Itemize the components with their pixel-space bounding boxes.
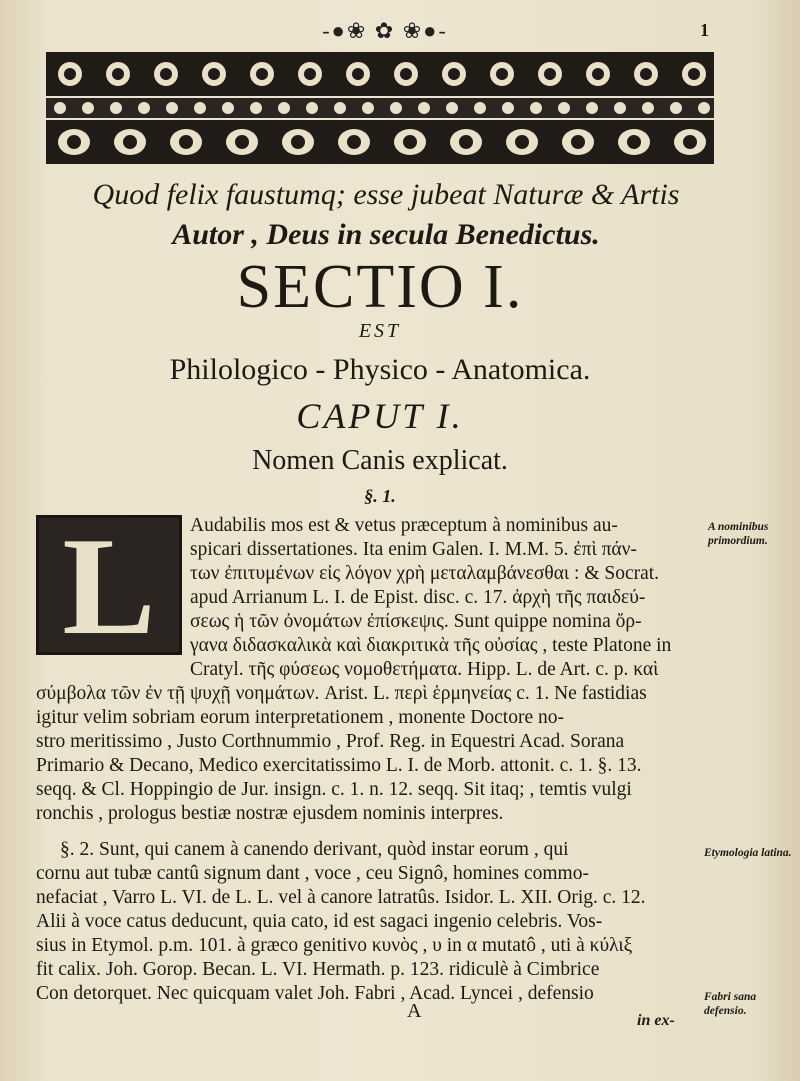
- ornamental-band-bottom: [46, 120, 714, 164]
- header-ornament: -●❀ ✿ ❀●-: [322, 18, 448, 43]
- text-line: apud Arrianum L. I. de Epist. disc. c. 17. ἀρχὴ τῆς παιδεύ-: [190, 587, 646, 608]
- invocation-line-1: Quod felix faustumq; esse jubeat Naturæ & Artis: [92, 178, 680, 211]
- decorated-initial: [36, 509, 182, 664]
- text-line: Con detorquet. Nec quicquam valet Joh. Fabri , Acad. Lyncei , defensio: [36, 983, 594, 1004]
- text-line: γανα διδασκαλικὰ καὶ διακριτικὰ τῆς οὐσίας , teste Platone in: [190, 635, 672, 656]
- text-line: sius in Etymol. p.m. 101. à græco genitivo κυνὸς , υ in α mutatô , uti à κύλιξ: [36, 935, 633, 956]
- signature-mark: A: [407, 1000, 422, 1022]
- text-line: σεως ἡ τῶν ὀνομάτων ἐπίσκεψις. Sunt quippe nomina ὄρ-: [190, 611, 642, 632]
- ornamental-band-middle: [46, 98, 714, 118]
- page-number: 1: [700, 20, 709, 40]
- section-subtitle: Philologico - Physico - Anatomica.: [169, 353, 591, 386]
- est-label: EST: [358, 320, 402, 342]
- text-line: ronchis , prologus bestiæ nostræ ejusdem nominis interpres.: [36, 803, 504, 824]
- text-line: Primario & Decano, Medico exercitatissimo L. I. de Morb. attonit. c. 1. §. 13.: [36, 755, 642, 776]
- text-line: fit calix. Joh. Gorop. Becan. L. VI. Hermath. p. 123. ridiculè à Cimbrice: [36, 959, 600, 980]
- section-title: SECTIO I.: [236, 253, 524, 321]
- text-line: seqq. & Cl. Hoppingio de Jur. insign. c. 1. n. 12. seqq. Sit itaq; , temtis vulgi: [36, 779, 632, 800]
- text-line: §. 2. Sunt, qui canem à canendo derivant, quòd instar eorum , qui: [60, 839, 569, 860]
- text-line: Audabilis mos est & vetus præceptum à nominibus au-: [190, 515, 618, 536]
- invocation-line-2: Autor , Deus in secula Benedictus.: [172, 218, 600, 251]
- ornamental-band-top: [46, 52, 714, 96]
- initial-letter: L: [62, 509, 156, 664]
- chapter-title: Nomen Canis explicat.: [252, 445, 508, 476]
- text-line: Alii à voce catus deducunt, quia cato, id est sagaci ingenio celebris. Vos-: [36, 911, 603, 932]
- chapter-heading: CAPUT I.: [296, 396, 464, 436]
- marginal-note: Etymologia latina.: [704, 847, 792, 859]
- text-line: stro meritissimo , Justo Corthnummio , Prof. Reg. in Equestri Acad. Sorana: [36, 731, 625, 752]
- marginal-note: A nominibus primordium.: [708, 521, 769, 547]
- text-line: igitur velim sobriam eorum interpretationem , monente Doctore no-: [36, 707, 564, 728]
- marginal-note: Fabri sana defensio.: [704, 991, 757, 1017]
- text-line: Cratyl. τῆς φύσεως νομοθετήματα. Hipp. L. de Art. c. p. καὶ: [190, 659, 659, 680]
- text-line: των ἐπιτυμένων εἰς λόγον χρὴ μεταλαμβάνεσθαι : & Socrat.: [190, 563, 660, 584]
- catchword: in ex-: [637, 1012, 675, 1029]
- text-line: nefaciat , Varro L. VI. de L. L. vel à canore latratûs. Isidor. L. XII. Orig. c. 12.: [36, 887, 646, 908]
- text-line: spicari dissertationes. Ita enim Galen. I. M.M. 5. ἐπὶ πάν-: [190, 539, 637, 560]
- text-line: σύμβολα τῶν ἐν τῇ ψυχῇ νοημάτων. Arist. L. περὶ ἑρμηνείας c. 1. Ne fastidias: [36, 683, 647, 704]
- text-line: cornu aut tubæ cantû signum dant , voce , ceu Signô, homines commo-: [36, 863, 589, 884]
- paragraph-mark: §. 1.: [364, 486, 396, 506]
